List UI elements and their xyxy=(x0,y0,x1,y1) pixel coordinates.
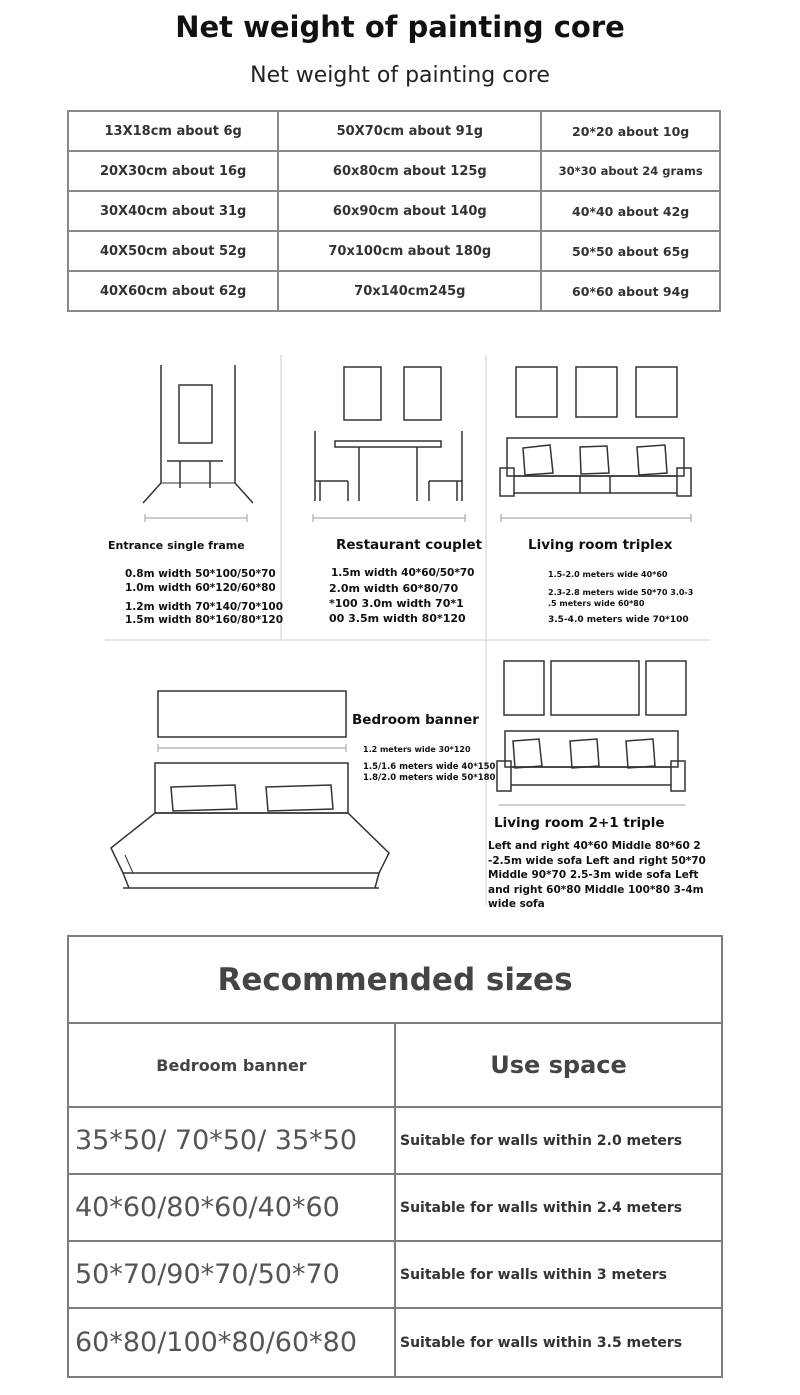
triplex-size-line: 3.5-4.0 meters wide 70*100 xyxy=(548,615,689,625)
entrance-size-line: 1.5m width 80*160/80*120 xyxy=(125,614,284,626)
size-cell: 35*50/ 70*50/ 35*50 xyxy=(69,1108,396,1173)
entrance-title: Entrance single frame xyxy=(108,539,245,552)
bedroom-sketch xyxy=(111,691,389,888)
table-row xyxy=(69,1242,721,1309)
table-row xyxy=(68,151,720,191)
bedroom-size-line: 1.2 meters wide 30*120 xyxy=(363,745,471,754)
table-row xyxy=(68,231,720,271)
two-plus-one-sketch xyxy=(497,661,686,805)
restaurant-size-line: *100 3.0m width 70*1 xyxy=(329,597,464,610)
use-space-cell: Suitable for walls within 3.5 meters xyxy=(400,1334,683,1351)
two-plus-one-note: Left and right 40*60 Middle 80*60 2 -2.5m wide sofa Left and right 50*70 Middle 90*70 2.5-3m wide sofa Left and right 60*80 Middle 100*80 3-4m wide sofa xyxy=(488,840,706,910)
table-row xyxy=(69,1175,721,1242)
entrance-sketch xyxy=(143,365,253,522)
bedroom-title: Bedroom banner xyxy=(352,712,479,728)
bedroom-size-line: 1.8/2.0 meters wide 50*180 xyxy=(363,773,496,783)
table-cell: 20*20 about 10g xyxy=(541,111,720,151)
table-cell: 70x140cm245g xyxy=(278,271,541,311)
table-cell: 40X50cm about 52g xyxy=(68,231,278,271)
table-cell: 30*30 about 24 grams xyxy=(541,151,720,191)
size-cell: 50*70/90*70/50*70 xyxy=(69,1242,396,1307)
weight-table xyxy=(67,110,721,312)
triplex-size-line: 1.5-2.0 meters wide 40*60 xyxy=(548,570,668,579)
use-space-cell: Suitable for walls within 3 meters xyxy=(400,1266,668,1283)
table-cell: 60x90cm about 140g xyxy=(278,191,541,231)
entrance-size-line: 1.0m width 60*120/60*80 xyxy=(125,582,276,594)
use-space-cell: Suitable for walls within 2.0 meters xyxy=(400,1132,683,1149)
recommended-title: Recommended sizes xyxy=(69,937,721,1024)
restaurant-size-line: 1.5m width 40*60/50*70 xyxy=(331,567,475,579)
entrance-size-line: 1.2m width 70*140/70*100 xyxy=(125,601,284,613)
recommended-sizes-table xyxy=(67,935,723,1378)
two-plus-one-title: Living room 2+1 triple xyxy=(494,815,665,831)
column-header-use-space: Use space xyxy=(396,1024,721,1108)
table-cell: 60*60 about 94g xyxy=(541,271,720,311)
triplex-sketch xyxy=(500,367,691,522)
table-row xyxy=(68,191,720,231)
column-header-bedroom-banner: Bedroom banner xyxy=(69,1024,396,1108)
triplex-size-line: 2.3-2.8 meters wide 50*70 3.0-3 xyxy=(548,588,694,597)
bedroom-size-line: 1.5/1.6 meters wide 40*150 xyxy=(363,762,496,772)
table-cell: 40X60cm about 62g xyxy=(68,271,278,311)
table-row xyxy=(69,1309,721,1376)
triplex-size-line: .5 meters wide 60*80 xyxy=(548,599,645,608)
restaurant-sketch xyxy=(313,367,465,522)
table-cell: 50*50 about 65g xyxy=(541,231,720,271)
table-cell: 50X70cm about 91g xyxy=(278,111,541,151)
table-cell: 60x80cm about 125g xyxy=(278,151,541,191)
use-space-cell: Suitable for walls within 2.4 meters xyxy=(400,1199,683,1216)
table-cell: 20X30cm about 16g xyxy=(68,151,278,191)
table-cell: 13X18cm about 6g xyxy=(68,111,278,151)
size-cell: 60*80/100*80/60*80 xyxy=(69,1309,396,1376)
entrance-size-line: 0.8m width 50*100/50*70 xyxy=(125,568,276,580)
table-cell: 40*40 about 42g xyxy=(541,191,720,231)
restaurant-size-line: 00 3.5m width 80*120 xyxy=(329,612,466,625)
restaurant-size-line: 2.0m width 60*80/70 xyxy=(329,582,459,595)
table-row xyxy=(69,1108,721,1175)
room-layout-illustrations xyxy=(67,343,721,910)
table-row xyxy=(68,271,720,311)
table-cell: 30X40cm about 31g xyxy=(68,191,278,231)
page-subtitle: Net weight of painting core xyxy=(250,63,550,88)
restaurant-title: Restaurant couplet xyxy=(336,537,483,553)
table-cell: 70x100cm about 180g xyxy=(278,231,541,271)
size-cell: 40*60/80*60/40*60 xyxy=(69,1175,396,1240)
triplex-title: Living room triplex xyxy=(528,537,673,553)
table-row xyxy=(68,111,720,151)
page-title: Net weight of painting core xyxy=(175,10,625,44)
